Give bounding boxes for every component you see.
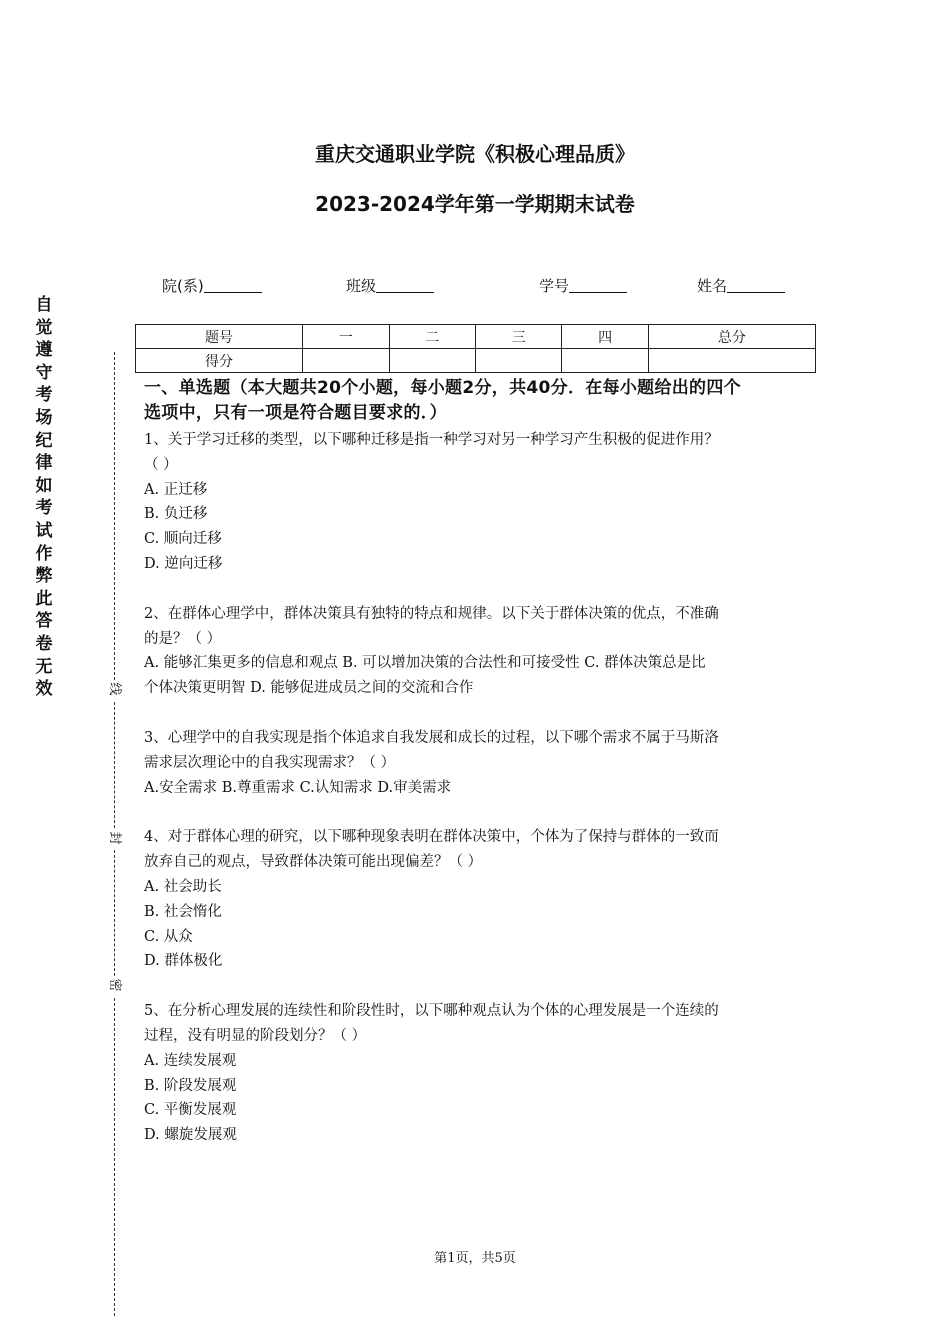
section1-heading-line: 选项中，只有一项是符合题目要求的．） bbox=[144, 403, 447, 423]
score-cell[interactable] bbox=[303, 349, 389, 373]
question-stem: 3、心理学中的自我实现是指个体追求自我发展和成长的过程，以下哪个需求不属于马斯洛 bbox=[144, 729, 719, 746]
seal-mark-close: 密 bbox=[107, 978, 122, 992]
class-blank[interactable] bbox=[376, 278, 434, 293]
option-b[interactable]: B. 阶段发展观 bbox=[144, 1077, 237, 1094]
question-5 bbox=[144, 999, 808, 1148]
score-table-score-row bbox=[136, 349, 816, 373]
option-d[interactable]: D. 螺旋发展观 bbox=[144, 1127, 237, 1144]
seal-mark-line: 线 bbox=[107, 682, 122, 696]
section1-heading-line: 一、单选题（本大题共20个小题，每小题2分，共40分．在每小题给出的四个 bbox=[144, 378, 741, 398]
notice-char: 试 bbox=[35, 520, 53, 541]
question-3 bbox=[144, 726, 808, 800]
option-b[interactable]: B. 社会惰化 bbox=[144, 903, 222, 920]
notice-char: 弊 bbox=[35, 566, 53, 587]
notice-char: 此 bbox=[35, 588, 53, 609]
notice-char: 自 bbox=[35, 295, 53, 315]
question-stem: 4、对于群体心理的研究，以下哪种现象表明在群体决策中，个体为了保持与群体的一致而 bbox=[144, 829, 719, 846]
dept-field bbox=[162, 275, 262, 296]
name-field bbox=[697, 275, 785, 296]
question-stem: 放弃自己的观点，导致群体决策可能出现偏差？（ ） bbox=[144, 854, 483, 871]
exam-discipline-notice bbox=[30, 294, 58, 701]
score-table bbox=[135, 324, 816, 373]
seal-mark-seal: 封 bbox=[107, 831, 122, 845]
score-table-header-row bbox=[136, 325, 816, 349]
notice-char: 纪 bbox=[35, 430, 53, 451]
option-d[interactable]: D. 群体极化 bbox=[144, 953, 223, 970]
student-id-blank[interactable] bbox=[569, 278, 627, 293]
question-2 bbox=[144, 602, 808, 701]
score-cell[interactable] bbox=[562, 349, 648, 373]
score-cell[interactable] bbox=[648, 349, 815, 373]
notice-char: 考 bbox=[35, 385, 53, 406]
score-header-cell: 三 bbox=[475, 325, 561, 349]
exam-content bbox=[144, 376, 808, 1148]
question-stem: 5、在分析心理发展的连续性和阶段性时，以下哪种观点认为个体的心理发展是一个连续的 bbox=[144, 1003, 719, 1020]
student-id-field bbox=[539, 275, 627, 296]
notice-char: 答 bbox=[35, 611, 53, 632]
question-1 bbox=[144, 428, 808, 577]
binding-dashed-line bbox=[114, 702, 115, 828]
score-row-label: 得分 bbox=[136, 349, 303, 373]
notice-char: 遵 bbox=[35, 340, 53, 361]
score-header-cell: 题号 bbox=[136, 325, 303, 349]
option-a[interactable]: A. 社会助长 bbox=[144, 878, 222, 895]
question-stem: 需求层次理论中的自我实现需求？（ ） bbox=[144, 754, 396, 771]
dept-label: 院(系) bbox=[162, 277, 204, 295]
question-stem: （ ） bbox=[144, 456, 178, 473]
page-number: 第1页，共5页 bbox=[434, 1251, 516, 1266]
option-d[interactable]: D. 逆向迁移 bbox=[144, 555, 223, 572]
name-label: 姓名 bbox=[697, 277, 728, 295]
binding-dashed-line bbox=[114, 850, 115, 976]
notice-char: 觉 bbox=[35, 317, 53, 338]
section1-heading bbox=[144, 376, 808, 426]
question-options[interactable]: 个体决策更明智 D. 能够促进成员之间的交流和合作 bbox=[144, 680, 474, 697]
question-stem: 2、在群体心理学中，群体决策具有独特的特点和规律。以下关于群体决策的优点，不准确 bbox=[144, 605, 719, 622]
question-options[interactable]: A.安全需求 B.尊重需求 C.认知需求 D.审美需求 bbox=[144, 779, 452, 796]
notice-char: 守 bbox=[35, 362, 53, 383]
score-header-cell: 四 bbox=[562, 325, 648, 349]
score-header-cell: 二 bbox=[389, 325, 475, 349]
option-b[interactable]: B. 负迁移 bbox=[144, 506, 208, 523]
score-header-cell: 总分 bbox=[648, 325, 815, 349]
notice-char: 如 bbox=[35, 475, 53, 496]
dept-blank[interactable] bbox=[204, 278, 262, 293]
question-4 bbox=[144, 825, 808, 974]
student-id-label: 学号 bbox=[539, 277, 570, 295]
binding-dashed-line bbox=[114, 998, 115, 1316]
notice-char: 作 bbox=[35, 543, 53, 564]
name-blank[interactable] bbox=[727, 278, 785, 293]
binding-dashed-line bbox=[114, 352, 115, 680]
score-cell[interactable] bbox=[389, 349, 475, 373]
score-cell[interactable] bbox=[475, 349, 561, 373]
question-stem: 1、关于学习迁移的类型，以下哪种迁移是指一种学习对另一种学习产生积极的促进作用？ bbox=[144, 432, 719, 448]
option-c[interactable]: C. 平衡发展观 bbox=[144, 1102, 237, 1119]
notice-char: 卷 bbox=[35, 633, 53, 654]
exam-title-line1: 重庆交通职业学院《积极心理品质》 bbox=[315, 142, 635, 166]
option-c[interactable]: C. 顺向迁移 bbox=[144, 531, 222, 548]
option-a[interactable]: A. 正迁移 bbox=[144, 481, 208, 498]
question-options[interactable]: A. 能够汇集更多的信息和观点 B. 可以增加决策的合法性和可接受性 C. 群体决策总是比 bbox=[144, 655, 706, 672]
question-stem: 过程，没有明显的阶段划分？（ ） bbox=[144, 1027, 367, 1044]
exam-title-line2: 2023-2024学年第一学期期末试卷 bbox=[315, 192, 635, 216]
notice-char: 效 bbox=[35, 679, 53, 700]
notice-char: 律 bbox=[35, 453, 53, 474]
option-c[interactable]: C. 从众 bbox=[144, 928, 193, 945]
class-field bbox=[346, 275, 434, 296]
notice-char: 场 bbox=[35, 407, 53, 428]
notice-char: 考 bbox=[35, 498, 53, 519]
option-a[interactable]: A. 连续发展观 bbox=[144, 1052, 237, 1069]
score-header-cell: 一 bbox=[303, 325, 389, 349]
class-label: 班级 bbox=[346, 277, 377, 295]
question-stem: 的是？（ ） bbox=[144, 630, 222, 647]
notice-char: 无 bbox=[35, 656, 53, 677]
